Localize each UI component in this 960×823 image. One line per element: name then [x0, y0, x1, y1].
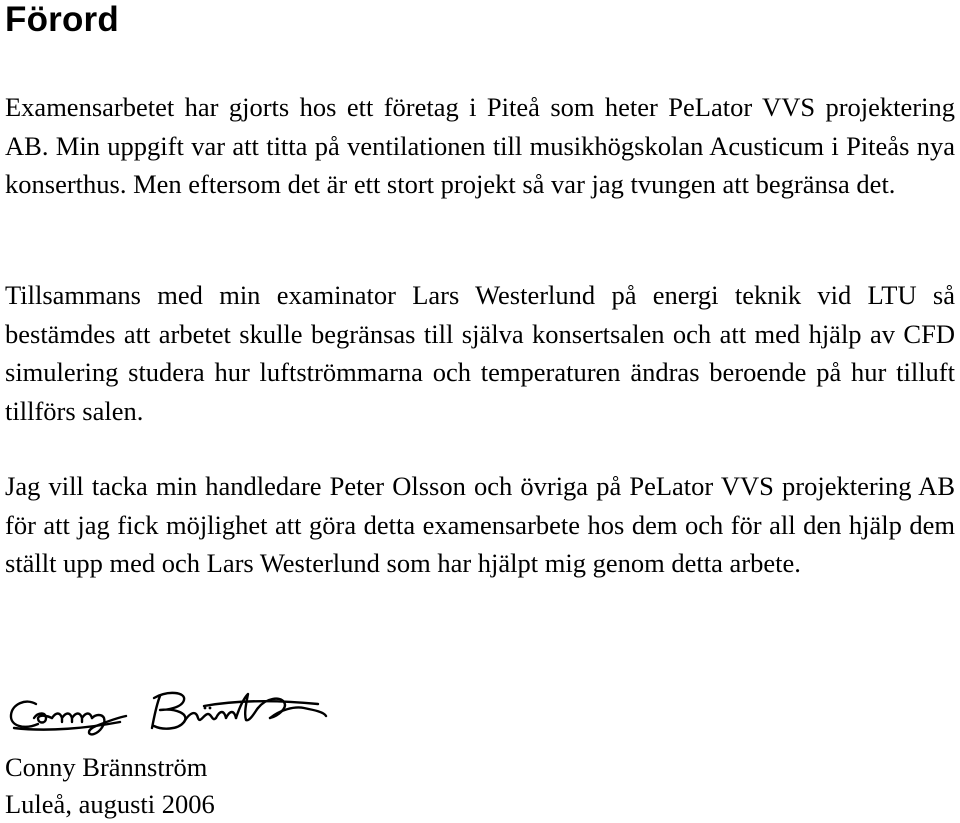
- place-and-date: Luleå, augusti 2006: [5, 789, 215, 819]
- paragraph-introduction: Examensarbetet har gjorts hos ett företag i Piteå som heter PeLator VVS projektering AB. Min uppgift var att titta på ventilationen till musikhögskolan Acusticum i Piteås nya konserthus. Men eftersom det är ett stort projekt så var jag tvungen att begränsa det.: [5, 92, 955, 199]
- paragraph-acknowledgements: Jag vill tacka min handledare Peter Olsson och övriga på PeLator VVS projektering AB för att jag fick möjlighet att göra detta examensarbete hos dem och för all den hjälp dem ställt upp med och Lars Westerlund som har hjälpt mig genom detta arbete.: [5, 471, 955, 578]
- handwritten-signature: [8, 688, 328, 738]
- paragraph-scope: Tillsammans med min examinator Lars Westerlund på energi teknik vid LTU så bestämdes att arbetet skulle begränsas till själva konsertsalen och att med hjälp av CFD simulering studera hur luftströmmarna och temperaturen ändras beroende på hur tilluft tillförs salen.: [5, 280, 955, 426]
- page-title: Förord: [5, 0, 119, 39]
- author-name: Conny Brännström: [5, 752, 208, 782]
